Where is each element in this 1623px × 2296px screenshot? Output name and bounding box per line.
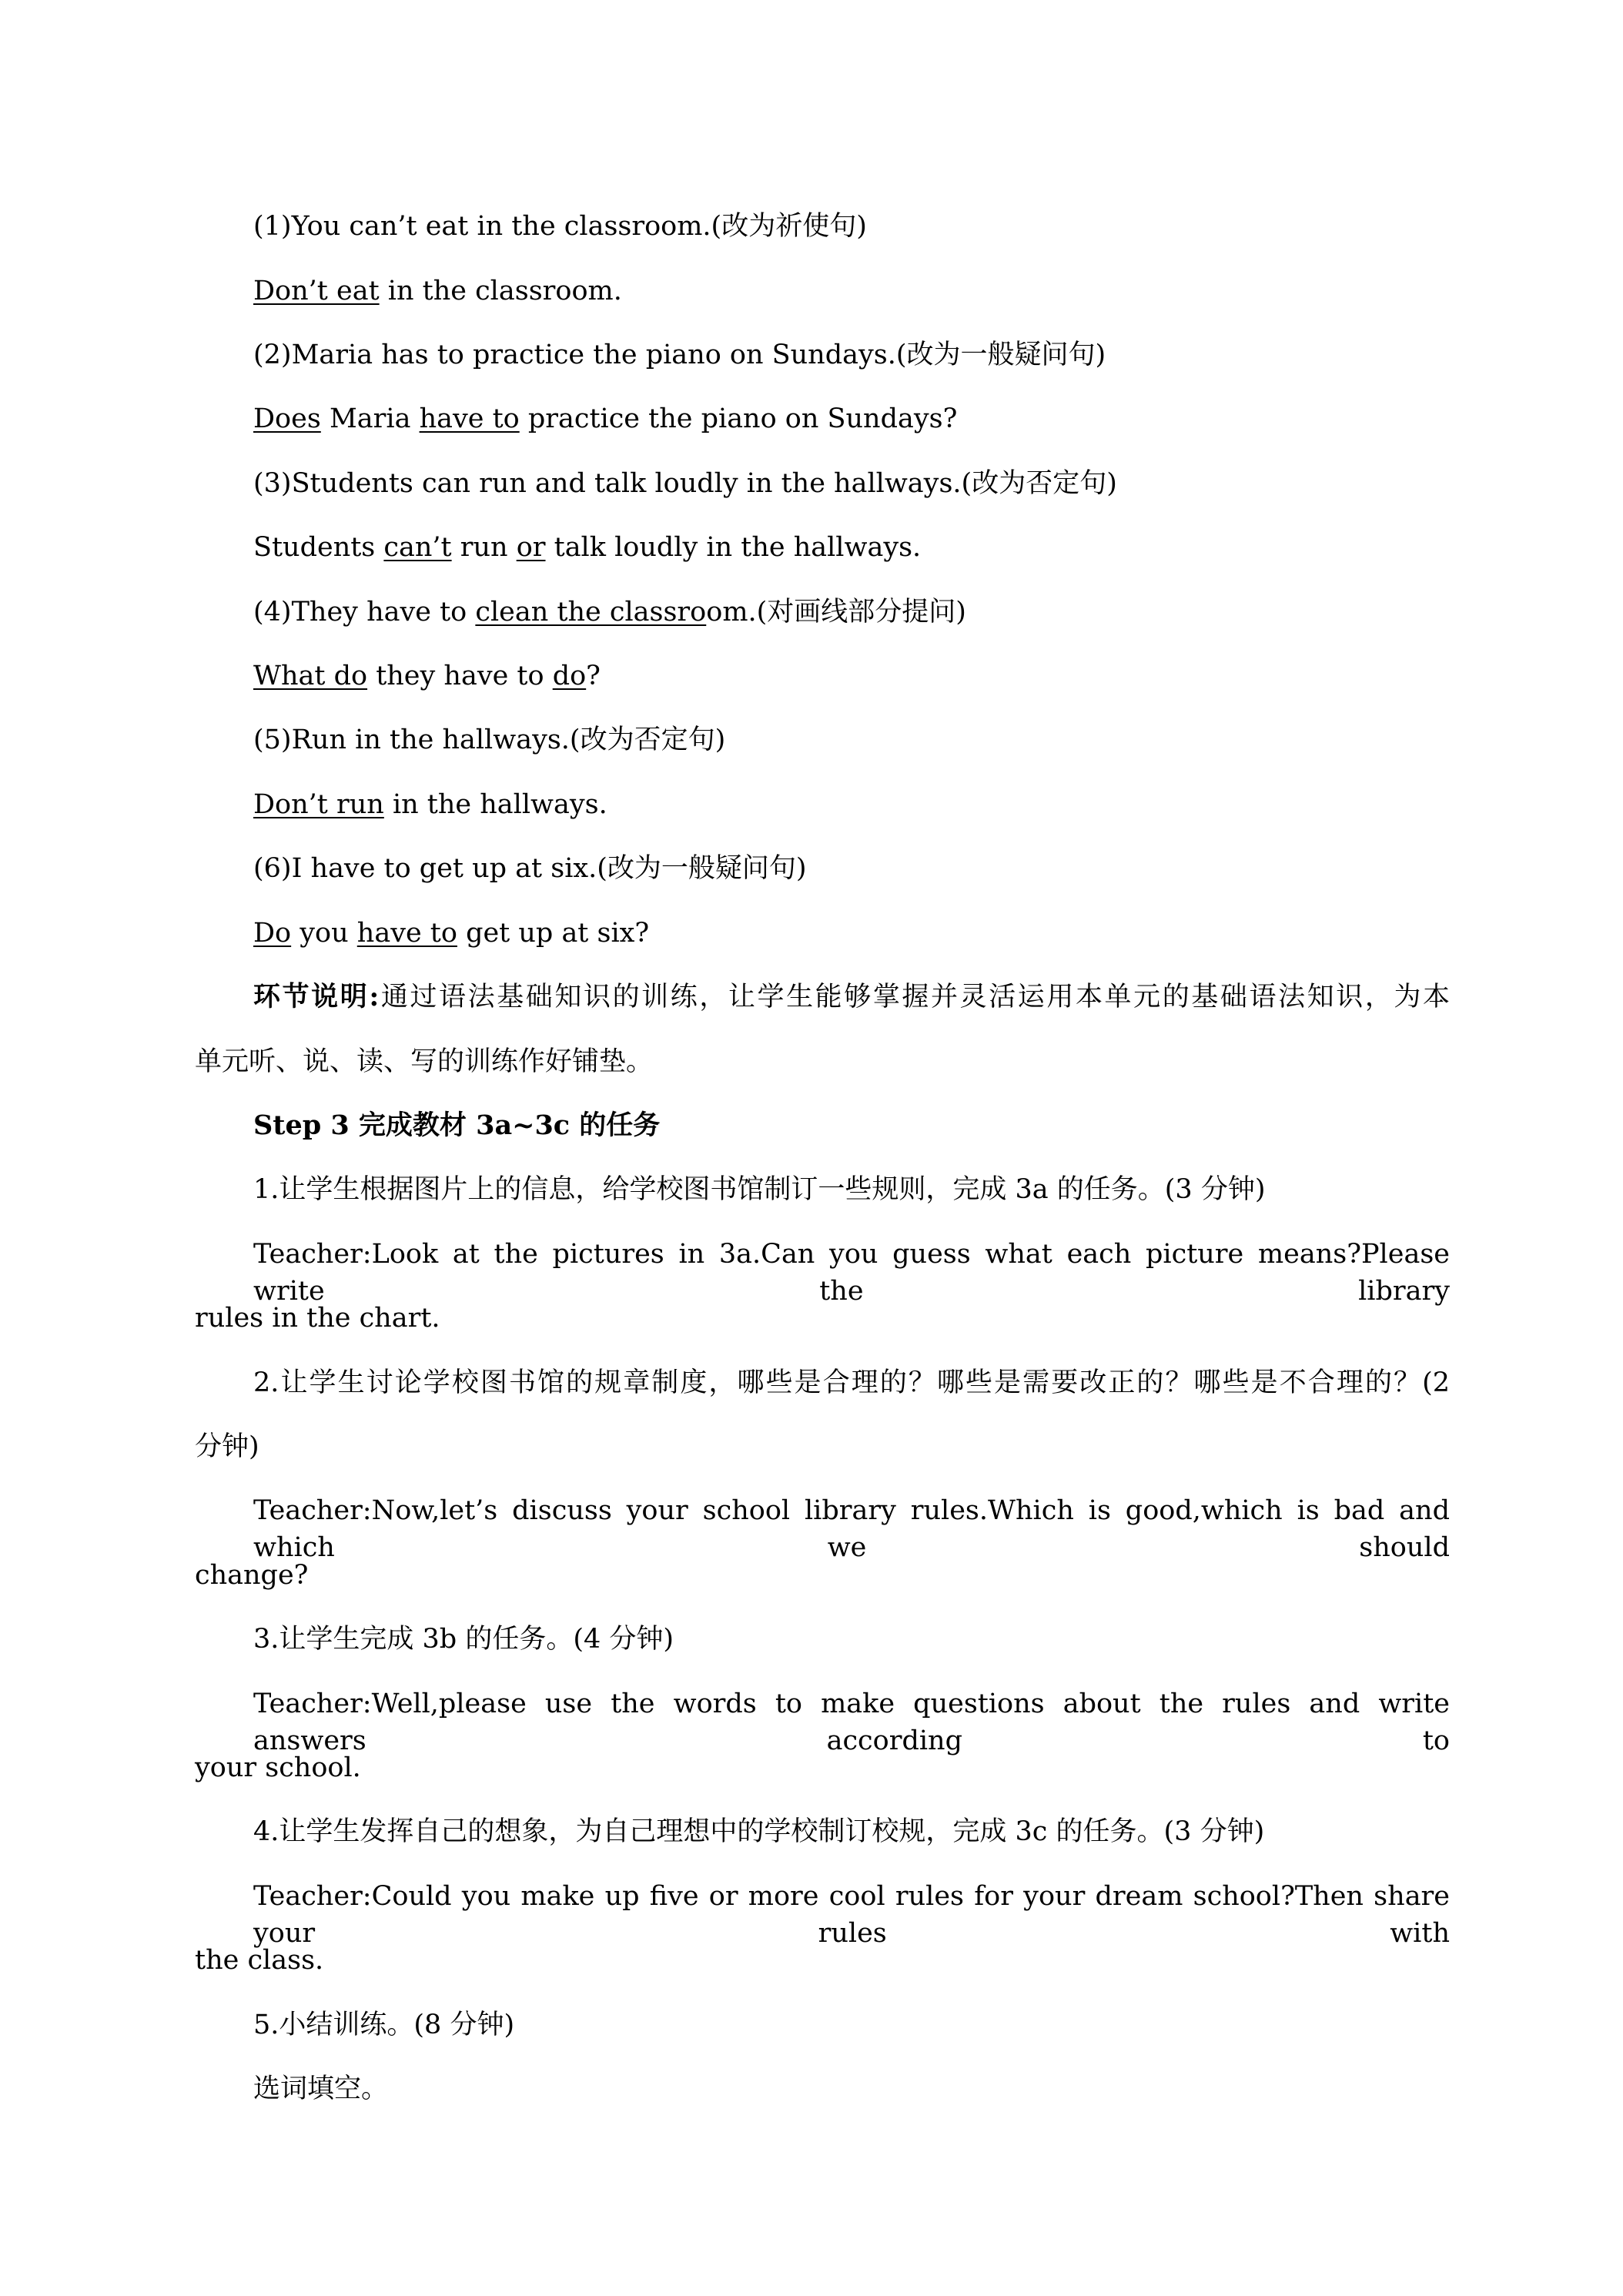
- task-3-teacher: Teacher:Well,please use the words to make questions about the rules and write answers according to: [253, 1689, 1450, 1756]
- exercise-4-question: [253, 594, 966, 631]
- answer-blank: Don’t run: [253, 789, 384, 820]
- question-text: (4)They have to: [253, 597, 476, 628]
- answer-blank: Don’t eat: [253, 276, 380, 306]
- task-5-sub: 选词填空。: [253, 2073, 389, 2104]
- answer-blank: do: [552, 661, 587, 691]
- answer-text: run: [451, 532, 517, 563]
- exercise-5-answer: [253, 786, 607, 823]
- task-4: 4.让学生发挥自己的想象，为自己理想中的学校制订校规，完成 3c 的任务。(3 分钟): [253, 1816, 1265, 1847]
- answer-text: Students: [253, 532, 384, 563]
- section-note-cont: 单元听、说、读、写的训练作好铺垫。: [195, 1046, 654, 1077]
- answer-text: practice the piano on Sundays?: [519, 403, 958, 434]
- task-4-teacher: Teacher:Could you make up five or more cool rules for your dream school?Then share your rules with: [253, 1881, 1450, 1949]
- exercise-3-question: (3)Students can run and talk loudly in the hallways.(改为否定句): [253, 468, 1117, 499]
- answer-text: in the classroom.: [379, 276, 622, 306]
- note-label: 环节说明:: [253, 981, 380, 1012]
- task-1: 1.让学生根据图片上的信息，给学校图书馆制订一些规则，完成 3a 的任务。(3 分钟): [253, 1174, 1266, 1205]
- exercise-1-answer: [253, 273, 622, 310]
- exercise-1-question: (1)You can’t eat in the classroom.(改为祈使句): [253, 211, 867, 242]
- answer-blank: have to: [419, 403, 520, 434]
- section-note: [253, 979, 1450, 1016]
- answer-blank: Does: [253, 403, 321, 434]
- exercise-2-answer: [253, 400, 957, 437]
- exercise-2-question: (2)Maria has to practice the piano on Sundays.(改为一般疑问句): [253, 340, 1106, 370]
- task-2: 2.让学生讨论学校图书馆的规章制度，哪些是合理的？哪些是需要改正的？哪些是不合理的？(2: [253, 1367, 1450, 1398]
- answer-text: talk loudly in the hallways.: [545, 532, 922, 563]
- task-3-teacher-cont: your school.: [195, 1752, 361, 1783]
- question-text: om.(对画线部分提问): [706, 597, 966, 628]
- answer-text: ?: [586, 661, 601, 691]
- answer-text: you: [291, 918, 357, 949]
- exercise-4-answer: [253, 658, 601, 694]
- exercise-6-question: (6)I have to get up at six.(改为一般疑问句): [253, 853, 807, 884]
- step-3-heading: Step 3 完成教材 3a~3c 的任务: [253, 1110, 661, 1141]
- task-4-teacher-cont: the class.: [195, 1945, 324, 1976]
- task-2-teacher-cont: change?: [195, 1560, 309, 1591]
- answer-text: they have to: [367, 661, 553, 691]
- answer-text: in the hallways.: [383, 789, 607, 820]
- task-2-teacher: Teacher:Now,let’s discuss your school library rules.Which is good,which is bad and which we should: [253, 1495, 1450, 1563]
- task-1-teacher-cont: rules in the chart.: [195, 1303, 440, 1334]
- answer-blank: What do: [253, 661, 368, 691]
- answer-blank: or: [516, 532, 546, 563]
- task-3: 3.让学生完成 3b 的任务。(4 分钟): [253, 1624, 674, 1655]
- exercise-6-answer: [253, 915, 649, 952]
- task-2-cont: 分钟): [195, 1431, 259, 1462]
- answer-text: get up at six?: [457, 918, 650, 949]
- exercise-5-question: (5)Run in the hallways.(改为否定句): [253, 725, 726, 755]
- answer-blank: have to: [356, 918, 457, 949]
- answer-text: Maria: [320, 403, 420, 434]
- exercise-3-answer: [253, 529, 921, 566]
- note-text: 通过语法基础知识的训练，让学生能够掌握并灵活运用本单元的基础语法知识，为本: [379, 982, 1450, 1012]
- answer-blank: Do: [253, 918, 292, 949]
- task-5: 5.小结训练。(8 分钟): [253, 2010, 515, 2040]
- task-1-teacher: Teacher:Look at the pictures in 3a.Can you guess what each picture means?Please write the library: [253, 1239, 1450, 1307]
- answer-blank: can’t: [383, 532, 452, 563]
- underlined-part: clean the classro: [475, 597, 707, 628]
